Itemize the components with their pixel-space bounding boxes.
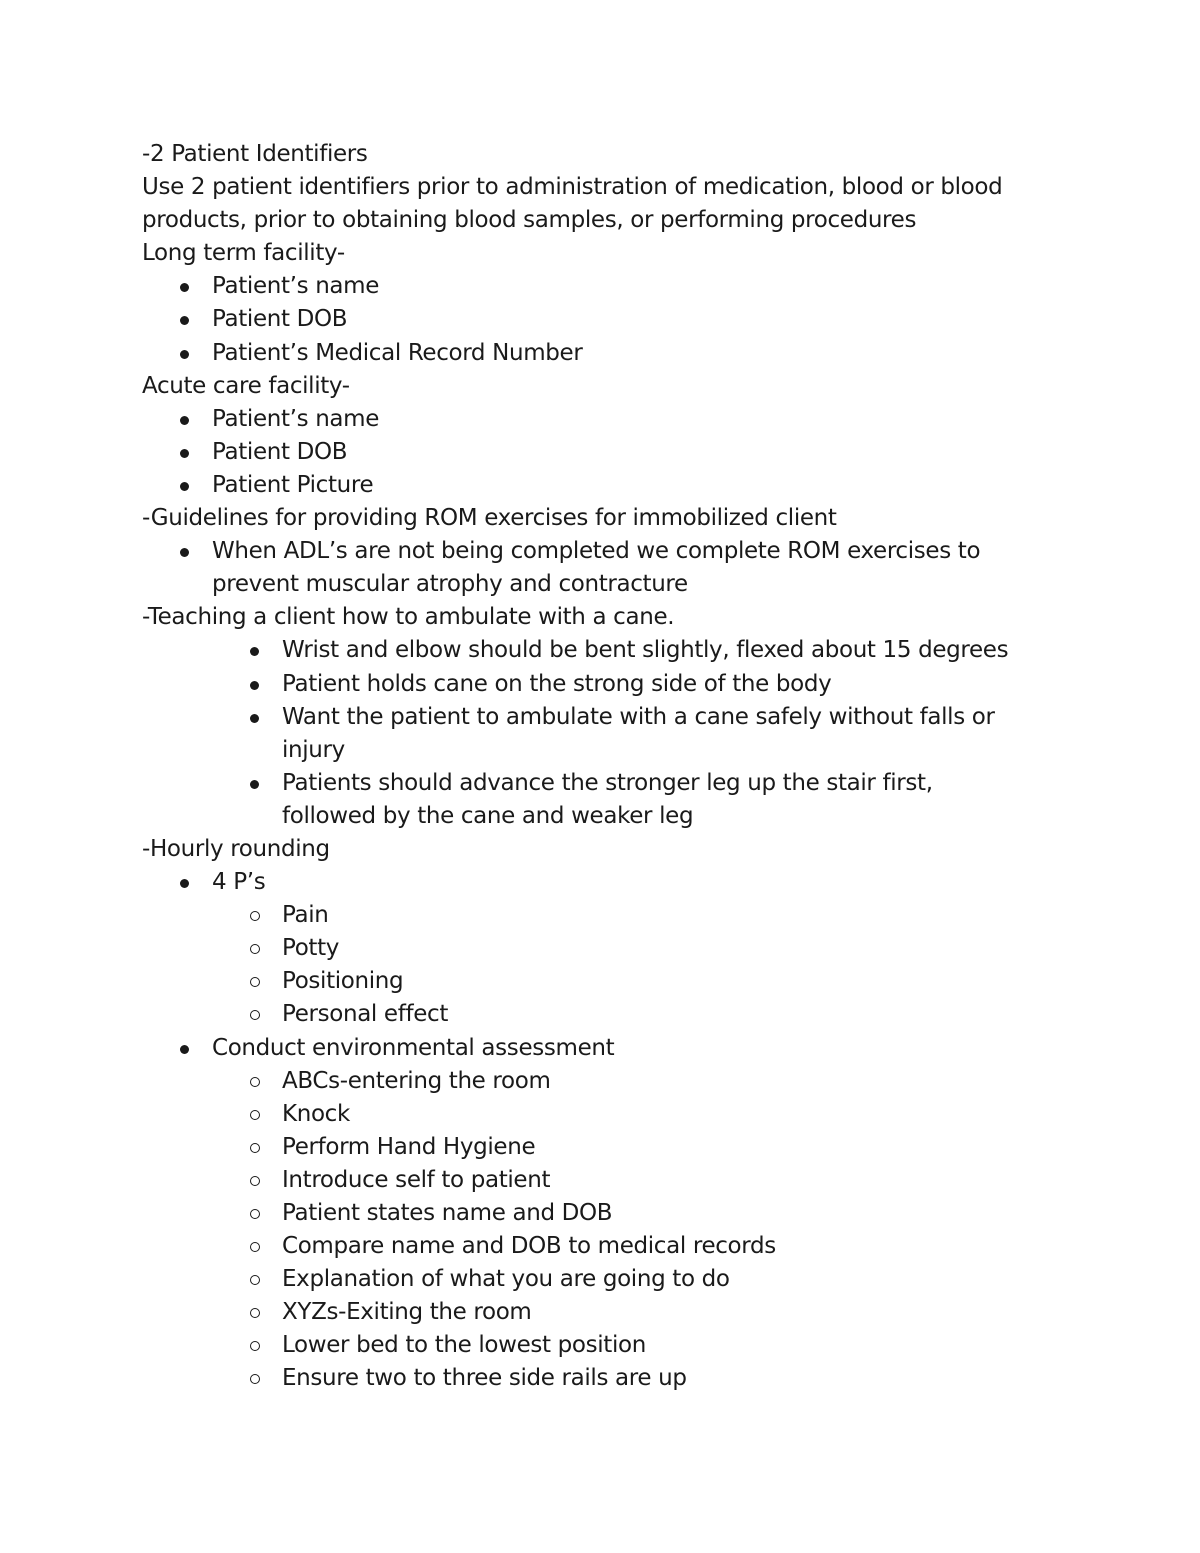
list-item: Personal effect (142, 998, 1062, 1031)
list-environmental-assessment (142, 1032, 1062, 1065)
heading-patient-identifiers: -2 Patient Identifiers (142, 141, 368, 167)
list-item: Patient DOB (142, 436, 1062, 469)
heading-hourly-rounding: -Hourly rounding (142, 835, 330, 862)
list-item: Patient’s Medical Record Number (142, 337, 1062, 370)
heading-cane-ambulation: -Teaching a client how to ambulate with a cane. (142, 604, 675, 631)
list-rom-guidelines (142, 535, 1062, 601)
list-item: Patient’s name (142, 403, 1062, 436)
list-hourly-rounding (142, 866, 1062, 899)
document-body (142, 138, 1062, 1396)
list-item: Patient Picture (142, 469, 1062, 502)
list-item: Ensure two to three side rails are up (142, 1362, 1062, 1395)
list-item-4ps: 4 P’s (142, 866, 1062, 899)
list-item: Patients should advance the stronger leg up the stair first, followed by the cane and weaker leg (142, 767, 1062, 833)
sublist-4ps (142, 899, 1062, 1031)
list-item: Explanation of what you are going to do (142, 1263, 1062, 1296)
list-item: Compare name and DOB to medical records (142, 1230, 1062, 1263)
list-item: Knock (142, 1098, 1062, 1131)
list-item: Patient holds cane on the strong side of the body (142, 668, 1062, 701)
list-item: Patient’s name (142, 270, 1062, 303)
label-long-term-facility: Long term facility- (142, 240, 345, 267)
list-item-environmental-assessment: Conduct environmental assessment (142, 1032, 1062, 1065)
heading-rom-guidelines: -Guidelines for providing ROM exercises for immobilized client (142, 505, 837, 532)
list-item: Introduce self to patient (142, 1164, 1062, 1197)
list-item: Lower bed to the lowest position (142, 1329, 1062, 1362)
list-item: Pain (142, 899, 1062, 932)
list-item: Wrist and elbow should be bent slightly, flexed about 15 degrees (142, 634, 1062, 667)
list-item: Positioning (142, 965, 1062, 998)
list-item: When ADL’s are not being completed we complete ROM exercises to prevent muscular atrophy and contracture (142, 535, 1062, 601)
list-item: ABCs-entering the room (142, 1065, 1062, 1098)
label-acute-care-facility: Acute care facility- (142, 372, 350, 399)
list-item: Want the patient to ambulate with a cane safely without falls or injury (142, 701, 1062, 767)
list-item: Potty (142, 932, 1062, 965)
paragraph-identifiers: Use 2 patient identifiers prior to administration of medication, blood or blood products, prior to obtaining blood samples, or performing procedures (142, 174, 1003, 234)
sublist-environmental-assessment (142, 1065, 1062, 1396)
list-item: Patient states name and DOB (142, 1197, 1062, 1230)
list-cane-ambulation (142, 634, 1062, 833)
list-item: Perform Hand Hygiene (142, 1131, 1062, 1164)
list-long-term-facility (142, 270, 1062, 369)
list-acute-care-facility (142, 403, 1062, 502)
list-item: Patient DOB (142, 303, 1062, 336)
list-item: XYZs-Exiting the room (142, 1296, 1062, 1329)
